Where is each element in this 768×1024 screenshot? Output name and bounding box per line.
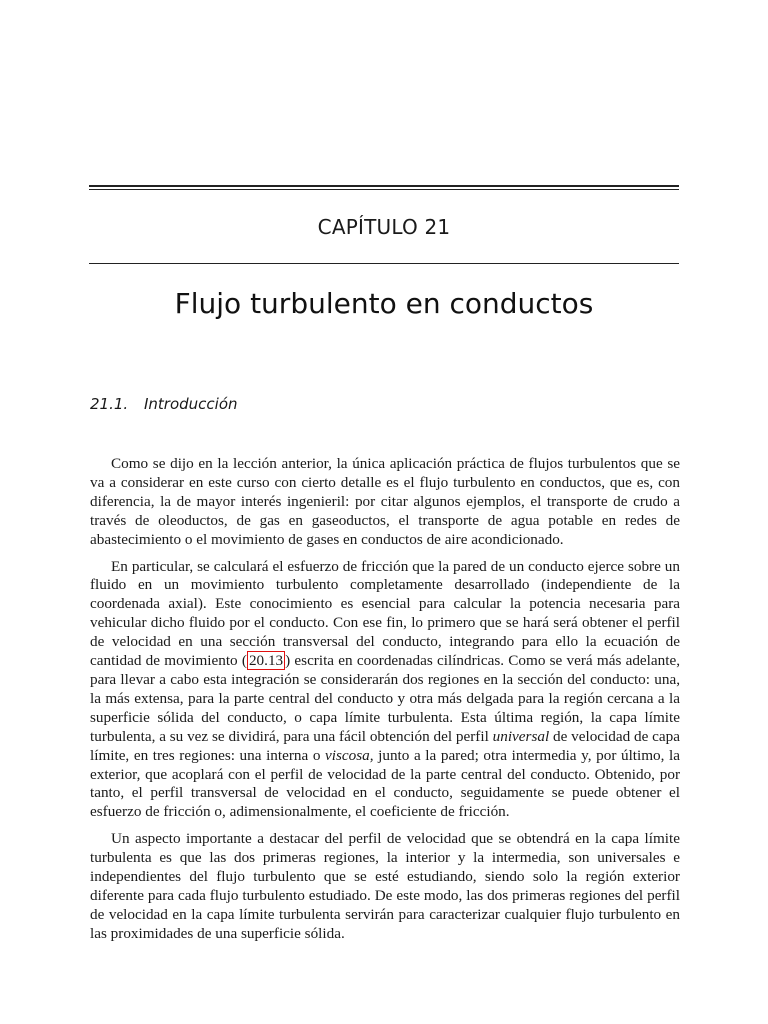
chapter-title: Flujo turbulento en conductos bbox=[174, 287, 594, 320]
paragraph-2-text-1: En particular, se calculará el esfuerzo de fricción que la pared de un conducto ejerce sobre un fluido en un movimiento turbulento completamente desarrollado (independiente de la coordenada axial). Este conocimiento es esencial para calcular la potencia necesaria para vehicular dicho fluido por el conducto. Con ese fin, lo primero que se hará será obtener el perfil de velocidad en una sección transversal del conducto, integrando para ello la ecuación de cantidad de movimiento ( bbox=[90, 557, 680, 670]
emphasis-universal: universal bbox=[492, 727, 550, 745]
paragraph-2 bbox=[90, 558, 680, 823]
chapter-top-rule-thick bbox=[89, 185, 679, 187]
equation-reference-link[interactable]: 20.13 bbox=[248, 652, 284, 670]
chapter-top-rule-thin bbox=[89, 189, 679, 190]
body-text bbox=[90, 455, 680, 952]
paragraph-2-text-4: junto a la pared; otra intermedia y, por último, la exterior, que acoplará con el perfil de velocidad de la parte central del conducto. Obtenido, por tanto, el perfil transversal de velocidad en el conducto, seguidamente se puede obtener el esfuerzo de fricción o, adimensionalmente, el coeficiente de fricción. bbox=[90, 746, 680, 821]
chapter-label: CAPÍTULO 21 bbox=[317, 215, 451, 239]
chapter-divider-rule bbox=[89, 263, 679, 264]
paragraph-3: Un aspecto importante a destacar del perfil de velocidad que se obtendrá en la capa límite turbulenta es que las dos primeras regiones, la interior y la intermedia, son universales e independientes del flujo turbulento que se esté estudiando, siendo solo la región exterior diferente para cada flujo turbulento estudiado. De este modo, las dos primeras regiones del perfil de velocidad en la capa límite turbulenta servirán para caracterizar cualquier flujo turbulento en las proximidades de una superficie sólida. bbox=[90, 830, 680, 942]
paragraph-2-text-3: de velocidad de capa límite, en tres regiones: una interna o bbox=[90, 727, 680, 764]
section-heading bbox=[90, 395, 238, 413]
paragraph-2-text-2: ) escrita en coordenadas cilíndricas. Como se verá más adelante, para llevar a cabo esta integración se considerarán dos regiones en la sección del conducto: una, la más extensa, para la parte central del conducto y otra más delgada para la región cercana a la superficie sólida del conducto, o capa límite turbulenta. Esta última región, la capa límite turbulenta, a su vez se dividirá, para una fácil obtención del perfil bbox=[90, 652, 680, 745]
section-title: Introducción bbox=[144, 395, 238, 413]
paragraph-1: Como se dijo en la lección anterior, la única aplicación práctica de flujos turbulentos que se va a considerar en este curso con cierto detalle es el flujo turbulento en conductos, que es, con diferencia, la de mayor interés ingenieril: por citar algunos ejemplos, el transporte de crudo a través de oleoductos, de gas en gaseoductos, el transporte de agua potable en redes de abastecimiento o el movimiento de gases en conductos de aire acondicionado. bbox=[90, 455, 680, 548]
section-number: 21.1. bbox=[90, 395, 129, 413]
emphasis-viscosa: viscosa, bbox=[325, 746, 374, 764]
